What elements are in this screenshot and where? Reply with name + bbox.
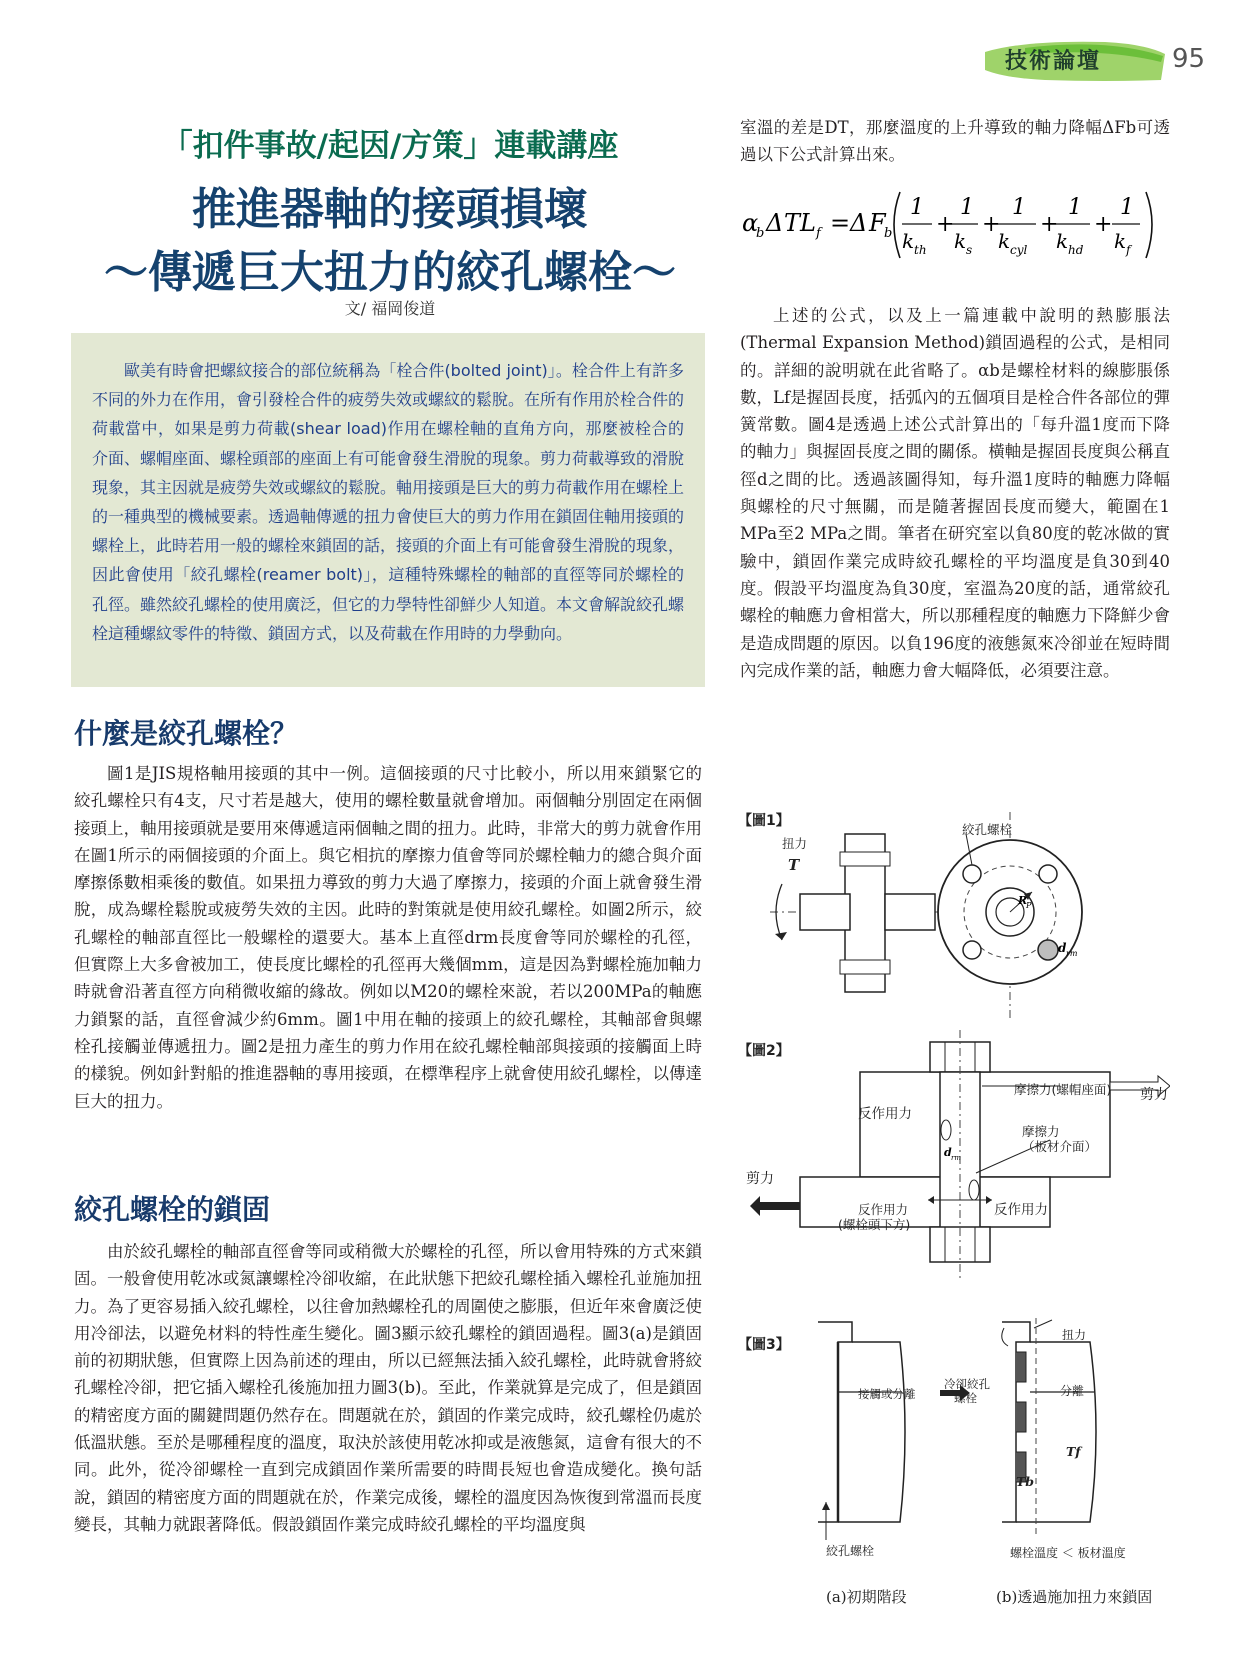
article-title-line1: 推進器軸的接頭損壞: [192, 184, 588, 235]
figure3-caption-b: (b)透過施加扭力來鎖固: [996, 1588, 1153, 1606]
figure1-drawing: [760, 812, 1170, 1022]
figure1-torque-label: 扭力: [782, 836, 808, 851]
svg-text:+: +: [936, 212, 955, 237]
svg-text:=: =: [830, 209, 851, 237]
svg-text:b: b: [756, 226, 765, 241]
svg-text:1: 1: [910, 195, 924, 220]
figure2-drawing: [750, 1030, 1170, 1280]
svg-text:rm: rm: [1066, 949, 1078, 958]
section-name: 技術論壇: [1005, 49, 1102, 74]
figure2-friction-nut: 摩擦力(螺帽座面): [1014, 1082, 1112, 1097]
svg-text:b: b: [884, 226, 893, 241]
author-byline: 文/ 福岡俊道: [344, 299, 436, 318]
figure2-reaction-top: 反作用力: [858, 1106, 912, 1122]
figure3-caption-a: (a)初期階段: [826, 1588, 907, 1606]
figure3-contact-label: 接觸或分離: [858, 1387, 916, 1401]
svg-text:cyl: cyl: [1010, 243, 1028, 257]
article-title-line2: 〜傳遞巨大扭力的絞孔螺栓〜: [104, 247, 676, 298]
figure3-cool-label-2: 螺栓: [954, 1391, 977, 1405]
svg-text:k: k: [902, 229, 915, 253]
svg-text:d: d: [944, 1146, 952, 1159]
figure2-shear-right: 剪力: [1140, 1087, 1168, 1103]
figure3-torque-label: 扭力: [1062, 1328, 1087, 1342]
figure2-reaction-bottom: 反作用力: [858, 1202, 909, 1217]
svg-text:k: k: [1056, 229, 1069, 253]
svg-text:k: k: [954, 229, 967, 253]
figure2-label: 【圖2】: [738, 1043, 790, 1059]
svg-text:1: 1: [960, 195, 974, 220]
svg-text:α: α: [742, 209, 759, 237]
svg-text:d: d: [1058, 941, 1067, 955]
svg-text:k: k: [998, 229, 1011, 253]
figure1-label: 【圖1】: [738, 813, 790, 829]
page-number: 95: [1172, 44, 1206, 74]
svg-text:1: 1: [1068, 195, 1082, 220]
svg-text:s: s: [966, 243, 973, 257]
section-body-1: 圖1是JIS規格軸用接頭的其中一例。這個接頭的尺寸比較小，所以用來鎖緊它的絞孔螺栓只有4支，尺寸若是越大，使用的螺栓數量就會增加。兩個軸分別固定在兩個接頭上，軸用接頭就是要用來傳遞這兩個軸之間的扭力。此時，非常大的剪力就會作用在圖1所示的兩個接頭的介面上。與它相抗的摩擦力值會等同於螺栓軸力的總合與介面摩擦係數相乘後的數值。如果扭力導致的剪力大過了摩擦力，接頭的介面上就會發生滑脫，成為螺栓鬆脫或疲勞失效的主因。此時的對策就是使用絞孔螺栓。如圖2所示，絞孔螺栓的軸部直徑比一般螺栓的還要大。基本上直徑drm長度會等同於螺栓的孔徑，但實際上大多會被加工，使長度比螺栓的孔徑再大幾個mm，這是因為對螺栓施加軸力時就會沿著直徑方向稍微收縮的緣故。例如以M20的螺栓來說，若以200MPa的軸應力鎖緊的話，直徑會減少約6mm。圖1中用在軸的接頭上的絞孔螺栓，其軸部會與螺栓孔接觸並傳遞扭力。圖2是扭力產生的剪力作用在絞孔螺栓軸部與接頭的接觸面上時的樣貌。例如針對船的推進器軸的專用接頭，在標準程序上就會使用絞孔螺栓，以傳達巨大的扭力。: [74, 764, 702, 1111]
svg-text:hd: hd: [1068, 243, 1084, 257]
figure2-shear-left: 剪力: [746, 1171, 774, 1187]
svg-text:R: R: [1018, 894, 1028, 907]
right-para-1: 室溫的差是DT，那麼溫度的上升導致的軸力降幅ΔFb可透過以下公式計算出來。: [740, 118, 1170, 165]
svg-text:+: +: [982, 212, 1001, 237]
figure1-torque-symbol: T: [788, 856, 800, 874]
svg-text:+: +: [1094, 212, 1113, 237]
formula-graphic: [742, 184, 1172, 264]
svg-text:k: k: [1114, 229, 1127, 253]
figure3-reamer-label: 絞孔螺栓: [826, 1544, 875, 1558]
series-title: 「扣件事故/起因/方策」連載講座: [161, 128, 619, 164]
figure3-tb: Tb: [1016, 1474, 1035, 1489]
section-body-2: 由於絞孔螺栓的軸部直徑會等同或稍微大於螺栓的孔徑，所以會用特殊的方式來鎖固。一般會使用乾冰或氮讓螺栓冷卻收縮，在此狀態下把絞孔螺栓插入螺栓孔並施加扭力。為了更容易插入絞孔螺栓，以往會加熱螺栓孔的周圍使之膨脹，但近年來會廣泛使用冷卻法，以避免材料的特性產生變化。圖3顯示絞孔螺栓的鎖固過程。圖3(a)是鎖固前的初期狀態，但實際上因為前述的理由，所以已經無法插入絞孔螺栓，此時就會將絞孔螺栓冷卻，把它插入螺栓孔後施加扭力圖3(b)。至此，作業就算是完成了，但是鎖固的精密度方面的關鍵問題仍然存在。問題就在於，鎖固的作業完成時，絞孔螺栓仍處於低溫狀態。至於是哪種程度的溫度，取決於該使用乾冰抑或是液態氮，這會有很大的不同。此外，從冷卻螺栓一直到完成鎖固作業所需要的時間長短也會造成變化。換句話說，鎖固的精密度方面的問題就在於，作業完成後，螺栓的溫度因為恢復到常溫而長度變長，其軸力就跟著降低。假設鎖固作業完成時絞孔螺栓的平均溫度與: [74, 1242, 702, 1534]
figure3-drawing: [790, 1312, 1170, 1542]
figure1-reamer-label: 絞孔螺栓: [962, 822, 1013, 837]
figure3-temp-compare: 螺栓溫度 ＜ 板材溫度: [1010, 1546, 1126, 1560]
figure3-separate-label: 分離: [1060, 1384, 1085, 1398]
figure3-tf: Tf: [1066, 1444, 1081, 1459]
svg-text:Δ: Δ: [850, 209, 868, 237]
figure3-cool-label: 冷卻絞孔: [944, 1377, 990, 1391]
abstract-text: 歐美有時會把螺紋接合的部位統稱為「栓合件(bolted joint)」。栓合件上有許多不同的外力在作用，會引發栓合件的疲勞失效或螺紋的鬆脫。在所有作用於栓合件的荷載當中，如果是剪力荷載(shear load)作用在螺栓軸的直角方向，那麼被栓合的介面、螺帽座面、螺栓頭部的座面上有可能會發生滑脫的現象。剪力荷載導致的滑脫現象，其主因就是疲勞失效或螺紋的鬆脫。軸用接頭是巨大的剪力荷載作用在螺栓上的一種典型的機械要素。透過軸傳遞的扭力會使巨大的剪力作用在鎖固住軸用接頭的螺栓上，此時若用一般的螺栓來鎖固的話，接頭的介面上有可能會發生滑脫的現象，因此會使用「絞孔螺栓(reamer bolt)」，這種特殊螺栓的軸部的直徑等同於螺栓的孔徑。雖然絞孔螺栓的使用廣泛，但它的力學特性卻鮮少人知道。本文會解說絞孔螺栓這種螺紋零件的特徵、鎖固方式，以及荷載在作用時的力學動向。: [92, 361, 685, 643]
svg-text:TL: TL: [784, 209, 816, 237]
svg-text:1: 1: [1012, 195, 1026, 220]
figure2-friction-plate-note: （板材介面）: [1022, 1139, 1098, 1154]
figure2-reaction-right: 反作用力: [994, 1202, 1048, 1218]
figure2-friction-plate: 摩擦力: [1022, 1124, 1060, 1139]
section-heading-1: 什麼是絞孔螺栓？: [74, 717, 299, 750]
svg-text:+: +: [1040, 212, 1059, 237]
section-heading-2: 絞孔螺栓的鎖固: [74, 1193, 271, 1226]
svg-text:f: f: [816, 226, 821, 241]
figure3-label: 【圖3】: [738, 1337, 790, 1353]
svg-text:1: 1: [1120, 195, 1134, 220]
figure2-reaction-bottom-note: (螺栓頭下方): [838, 1217, 911, 1232]
svg-text:P: P: [1026, 901, 1032, 910]
right-para-2: 上述的公式，以及上一篇連載中說明的熱膨脹法(Thermal Expansion Method)鎖固過程的公式，是相同的。詳細的說明就在此省略了。αb是螺栓材料的線膨脹係數，Lf是握固長度，括弧內的五個項目是栓合件各部位的彈簧常數。圖4是透過上述公式計算出的「每升溫1度而下降的軸力」與握固長度之間的關係。橫軸是握固長度與公稱直徑d之間的比。透過該圖得知，每升溫1度時的軸應力降幅與螺栓的尺寸無關，而是隨著握固長度而變大，範圍在1 MPa至2 MPa之間。筆者在研究室以負80度的乾冰做的實驗中，鎖固作業完成時絞孔螺栓的平均溫度是負30到40度。假設平均溫度為負30度，室溫為20度的話，通常絞孔螺栓的軸應力會相當大，所以那種程度的軸應力下降鮮少會是造成問題的原因。以負196度的液態氮來冷卻並在短時間內完成作業的話，軸應力會大幅降低，必須要注意。: [740, 306, 1170, 680]
svg-text:th: th: [914, 243, 927, 257]
svg-text:rm: rm: [951, 1154, 961, 1162]
svg-text:F: F: [869, 209, 886, 237]
formula-block: [742, 184, 1172, 264]
svg-text:f: f: [1126, 243, 1131, 257]
svg-text:Δ: Δ: [766, 209, 784, 237]
